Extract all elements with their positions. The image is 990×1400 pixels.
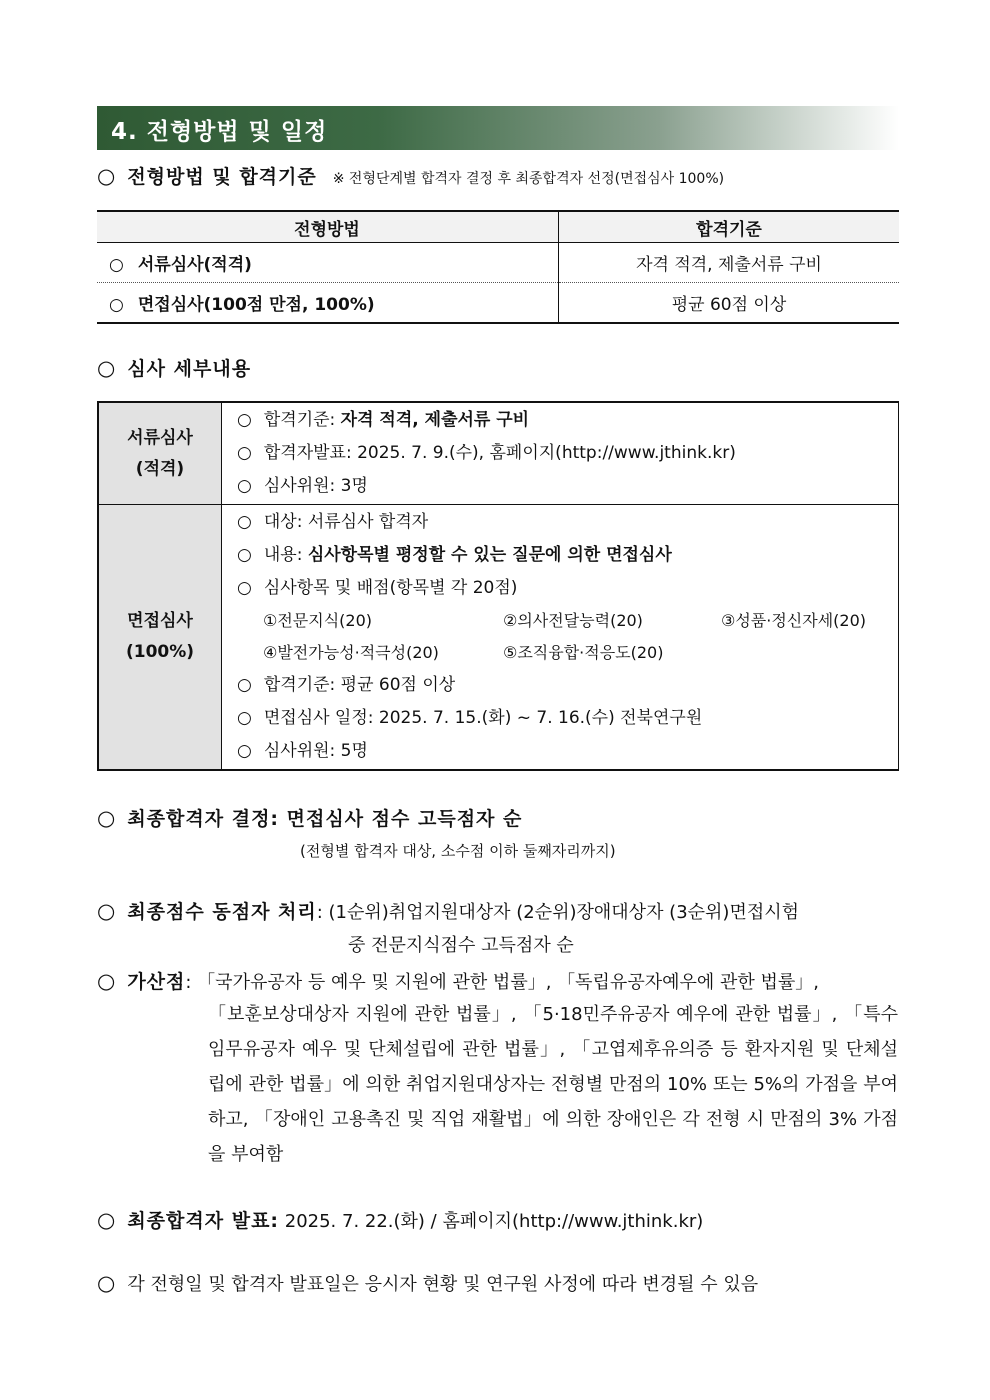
circle-bullet: ○ [97,969,116,993]
list-item [223,572,897,605]
bonus [97,967,819,994]
tie-label: 최종점수 동점자 처리 [127,901,317,923]
doc-label-1: 서류심사 [127,427,193,448]
announce-label: 최종합격자 발표: [127,1210,280,1232]
list-item [223,437,897,470]
item-bullet: ○ [237,545,252,565]
interview-label-1: 면접심사 [127,611,193,631]
list-item [223,470,897,503]
detail-table [97,401,899,771]
final-decision [97,804,522,831]
final-announce [97,1206,703,1233]
table-header-criteria: 합격기준 [559,211,900,243]
method-table [97,210,899,324]
circle-bullet: ○ [97,1208,116,1232]
criteria-item: ⑤조직융합·적응도(20) [503,643,664,662]
row-bullet: ○ [109,295,124,315]
tie-rule [97,897,799,924]
item-bullet: ○ [237,741,252,761]
method-interview: 면접심사(100점 만점, 100%) [137,295,375,315]
section-banner [97,106,899,150]
criteria-item: ①전문지식(20) [263,611,373,630]
doc-label-2: (적격) [135,458,185,479]
doc-label [98,402,222,505]
table-cell-method [97,283,559,324]
interview-content [222,505,899,771]
section-title: 4. 전형방법 및 일정 [111,119,328,145]
circle-bullet: ○ [97,164,116,188]
circle-bullet: ○ [97,1271,116,1295]
interview-content-bold: 심사항목별 평정할 수 있는 질문에 의한 면접심사 [307,545,672,565]
item-bullet: ○ [237,708,252,728]
criteria-item: ③성품·정신자세(20) [721,611,867,630]
interview-target: 대상: 서류심사 합격자 [263,512,429,532]
final-decision-note: (전형별 합격자 대상, 소수점 이하 둘째자리까지) [300,842,616,860]
detail-heading [97,354,251,381]
doc-content [222,402,899,505]
interview-judges: 심사위원: 5명 [263,741,368,761]
table-row [97,243,899,283]
list-item [223,702,897,735]
tie-text-2: 중 전문지식점수 고득점자 순 [348,935,574,956]
table-cell-criteria: 자격 적격, 제출서류 구비 [559,243,900,283]
doc-announce: 합격자발표: 2025. 7. 9.(수), 홈페이지(http://www.jthink.kr) [263,443,736,463]
interview-pass: 합격기준: 평균 60점 이상 [263,675,456,695]
item-bullet: ○ [237,443,252,463]
item-bullet: ○ [237,578,252,598]
list-item [223,404,897,437]
method-heading-text: 전형방법 및 합격기준 [127,166,317,188]
method-heading [97,162,724,189]
change-notice-text: 각 전형일 및 합격자 발표일은 응시자 현황 및 연구원 사정에 따라 변경될 수 있음 [127,1274,759,1295]
item-bullet: ○ [237,512,252,532]
list-item [223,506,897,539]
row-bullet: ○ [109,255,124,275]
list-item [223,539,897,572]
criteria-heading: 심사항목 및 배점(항목별 각 20점) [263,578,518,598]
item-bullet: ○ [237,410,252,430]
bonus-body: 「보훈보상대상자 지원에 관한 법률」, 「5·18민주유공자 예우에 관한 법률」, 「특수임무유공자 예우 및 단체설립에 관한 법률」, 「고엽제후유의증 등 환자지원 및 단체설립에 관한 법률」에 의한 취업지원대상자는 전형별 만점의 10% 또는 5%의 가점을 부여하고, 「장애인 고용촉진 및 직업 재활법」에 의한 장애인은 각 전형 시 만점의 3% 가점을 부여함 [208,1004,898,1165]
tie-text-1: : (1순위)취업지원대상자 (2순위)장애대상자 (3순위)면접시험 [316,902,800,923]
final-decision-text: 최종합격자 결정: 면접심사 점수 고득점자 순 [127,808,523,830]
detail-heading-text: 심사 세부내용 [127,358,252,380]
detail-row-doc [98,402,899,505]
method-note: ※ 전형단계별 합격자 결정 후 최종합격자 선정(면접심사 100%) [332,171,725,187]
doc-pass-prefix: 합격기준: [263,410,341,430]
item-bullet: ○ [237,675,252,695]
doc-pass-bold: 자격 적격, 제출서류 구비 [340,410,530,430]
criteria-row-2 [223,637,897,669]
interview-schedule: 면접심사 일정: 2025. 7. 15.(화) ~ 7. 16.(수) 전북연구원 [263,708,703,728]
circle-bullet: ○ [97,806,116,830]
table-cell-method [97,243,559,283]
interview-label [98,505,222,771]
circle-bullet: ○ [97,356,116,380]
item-bullet: ○ [237,476,252,496]
bonus-line-1: : 「국가유공자 등 예우 및 지원에 관한 법률」, 「독립유공자예우에 관한 법률」, [185,972,819,993]
doc-judges: 심사위원: 3명 [263,476,368,496]
announce-text: 2025. 7. 22.(화) / 홈페이지(http://www.jthink.kr) [279,1211,704,1232]
circle-bullet: ○ [97,899,116,923]
table-cell-criteria: 평균 60점 이상 [671,295,787,315]
method-doc: 서류심사(적격) [137,255,252,275]
change-notice [97,1270,758,1296]
criteria-item: ④발전가능성·적극성(20) [263,643,439,662]
list-item [223,735,897,768]
detail-row-interview [98,505,899,771]
bonus-label: 가산점 [127,971,186,993]
criteria-row-1 [223,605,897,637]
table-header-method: 전형방법 [97,211,559,243]
interview-content-prefix: 내용: [263,545,308,565]
criteria-item: ②의사전달능력(20) [503,611,643,630]
table-row [97,283,899,324]
list-item [223,669,897,702]
interview-label-2: (100%) [125,642,195,662]
